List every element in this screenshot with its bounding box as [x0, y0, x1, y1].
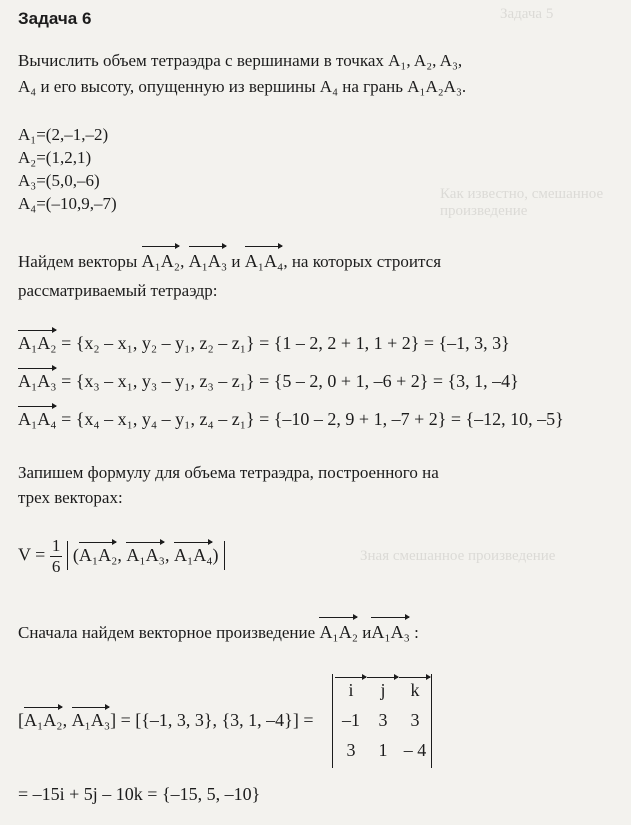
comma: ,	[62, 710, 68, 730]
cross-product-result: = –15i + 5j – 10k = {–15, 5, –10}	[18, 784, 261, 804]
find-vectors-prefix: Найдем векторы	[18, 252, 138, 271]
formula-intro-line-2: трех векторах:	[18, 488, 123, 507]
det-i: i	[335, 680, 367, 701]
find-vectors-line-1	[18, 249, 441, 274]
bracket-open: [	[18, 710, 24, 730]
point-a2: A₂=(1,2,1)	[18, 148, 92, 167]
find-vectors-line-2: рассматриваемый тетраэдр:	[18, 281, 218, 300]
bleed-through-text: Как известно, смешанное произведение	[440, 186, 604, 219]
vector-equation-2	[18, 371, 519, 392]
cross-product-intro	[18, 620, 419, 645]
det-cell: – 4	[403, 740, 427, 760]
bleed-through-text: Зная смешанное произведение	[360, 548, 556, 564]
determinant-matrix	[332, 674, 432, 768]
formula-intro-line-1: Запишем формулу для объема тетраэдра, построенного на	[18, 463, 439, 482]
vector-separator: ,	[180, 252, 185, 271]
vector-a1a2: A₁A₂	[24, 710, 63, 730]
vector-equation-1	[18, 333, 510, 354]
vector-a1a3: A₁A₃	[71, 710, 111, 730]
comma: ,	[164, 544, 170, 565]
find-vectors-suffix: , на которых строится	[283, 252, 442, 271]
vector-a1a2: A₁A₂	[18, 333, 57, 353]
vector-a1a2-label: A₁A₂	[141, 251, 181, 271]
det-j: j	[367, 680, 399, 701]
absolute-value	[67, 541, 225, 570]
problem-statement-line-2: A₄ и его высоту, опущенную из вершины A₄ на грань A₁A₂A₃.	[18, 77, 467, 96]
vector-equation-3	[18, 409, 564, 430]
det-cell: 1	[378, 740, 388, 760]
vector-a1a2: A₁A₂	[78, 544, 118, 565]
det-cell: 3	[346, 740, 356, 760]
vector-a1a4: A₁A₄	[173, 544, 213, 565]
det-cell: –1	[342, 710, 360, 730]
conjunction: и	[231, 252, 241, 271]
cross-intro-prefix: Сначала найдем векторное произведение	[18, 623, 316, 642]
fraction-numerator: 1	[51, 536, 61, 555]
bleed-through-text: Задача 5	[500, 6, 554, 22]
volume-lhs: V =	[18, 544, 46, 565]
vector-a1a2: A₁A₂	[319, 622, 358, 642]
fraction-one-sixth	[50, 536, 63, 577]
vector-equation-rhs: = {x₂ – x₁, y₂ – y₁, z₂ – z₁} = {1 – 2, 2 + 1, 1 + 2} = {–1, 3, 3}	[61, 333, 510, 353]
vector-a1a3-label: A₁A₃	[188, 251, 228, 271]
point-a4: A₄=(–10,9,–7)	[18, 194, 117, 213]
vector-a1a4-label: A₁A₄	[244, 251, 284, 271]
vector-equation-rhs: = {x₃ – x₁, y₃ – y₁, z₃ – z₁} = {5 – 2, 0 + 1, –6 + 2} = {3, 1, –4}	[61, 371, 519, 391]
problem-title: Задача 6	[18, 9, 92, 28]
problem-statement-line-1: Вычислить объем тетраэдра с вершинами в точках A₁, A₂, A₃,	[18, 51, 463, 70]
vector-a1a3: A₁A₃	[18, 371, 57, 391]
comma: ,	[117, 544, 122, 565]
point-a3: A₃=(5,0,–6)	[18, 171, 100, 190]
det-k: k	[399, 680, 431, 701]
paren-open: (	[72, 544, 79, 565]
cross-intro-suffix: :	[414, 623, 419, 642]
volume-formula	[18, 536, 225, 577]
det-cell: 3	[410, 710, 420, 730]
vector-a1a4: A₁A₄	[18, 409, 57, 429]
cross-product-rest: ] = [{–1, 3, 3}, {3, 1, –4}] =	[110, 710, 314, 730]
vector-a1a3: A₁A₃	[371, 622, 410, 642]
conjunction: и	[362, 623, 372, 642]
vector-equation-rhs: = {x₄ – x₁, y₄ – y₁, z₄ – z₁} = {–10 – 2, 9 + 1, –7 + 2} = {–12, 10, –5}	[61, 409, 564, 429]
det-cell: 3	[378, 710, 388, 730]
vector-a1a3: A₁A₃	[126, 544, 165, 565]
paren-close: )	[212, 544, 219, 565]
point-a1: A₁=(2,–1,–2)	[18, 125, 109, 144]
cross-product-expression	[18, 710, 313, 731]
fraction-denominator: 6	[51, 557, 61, 576]
